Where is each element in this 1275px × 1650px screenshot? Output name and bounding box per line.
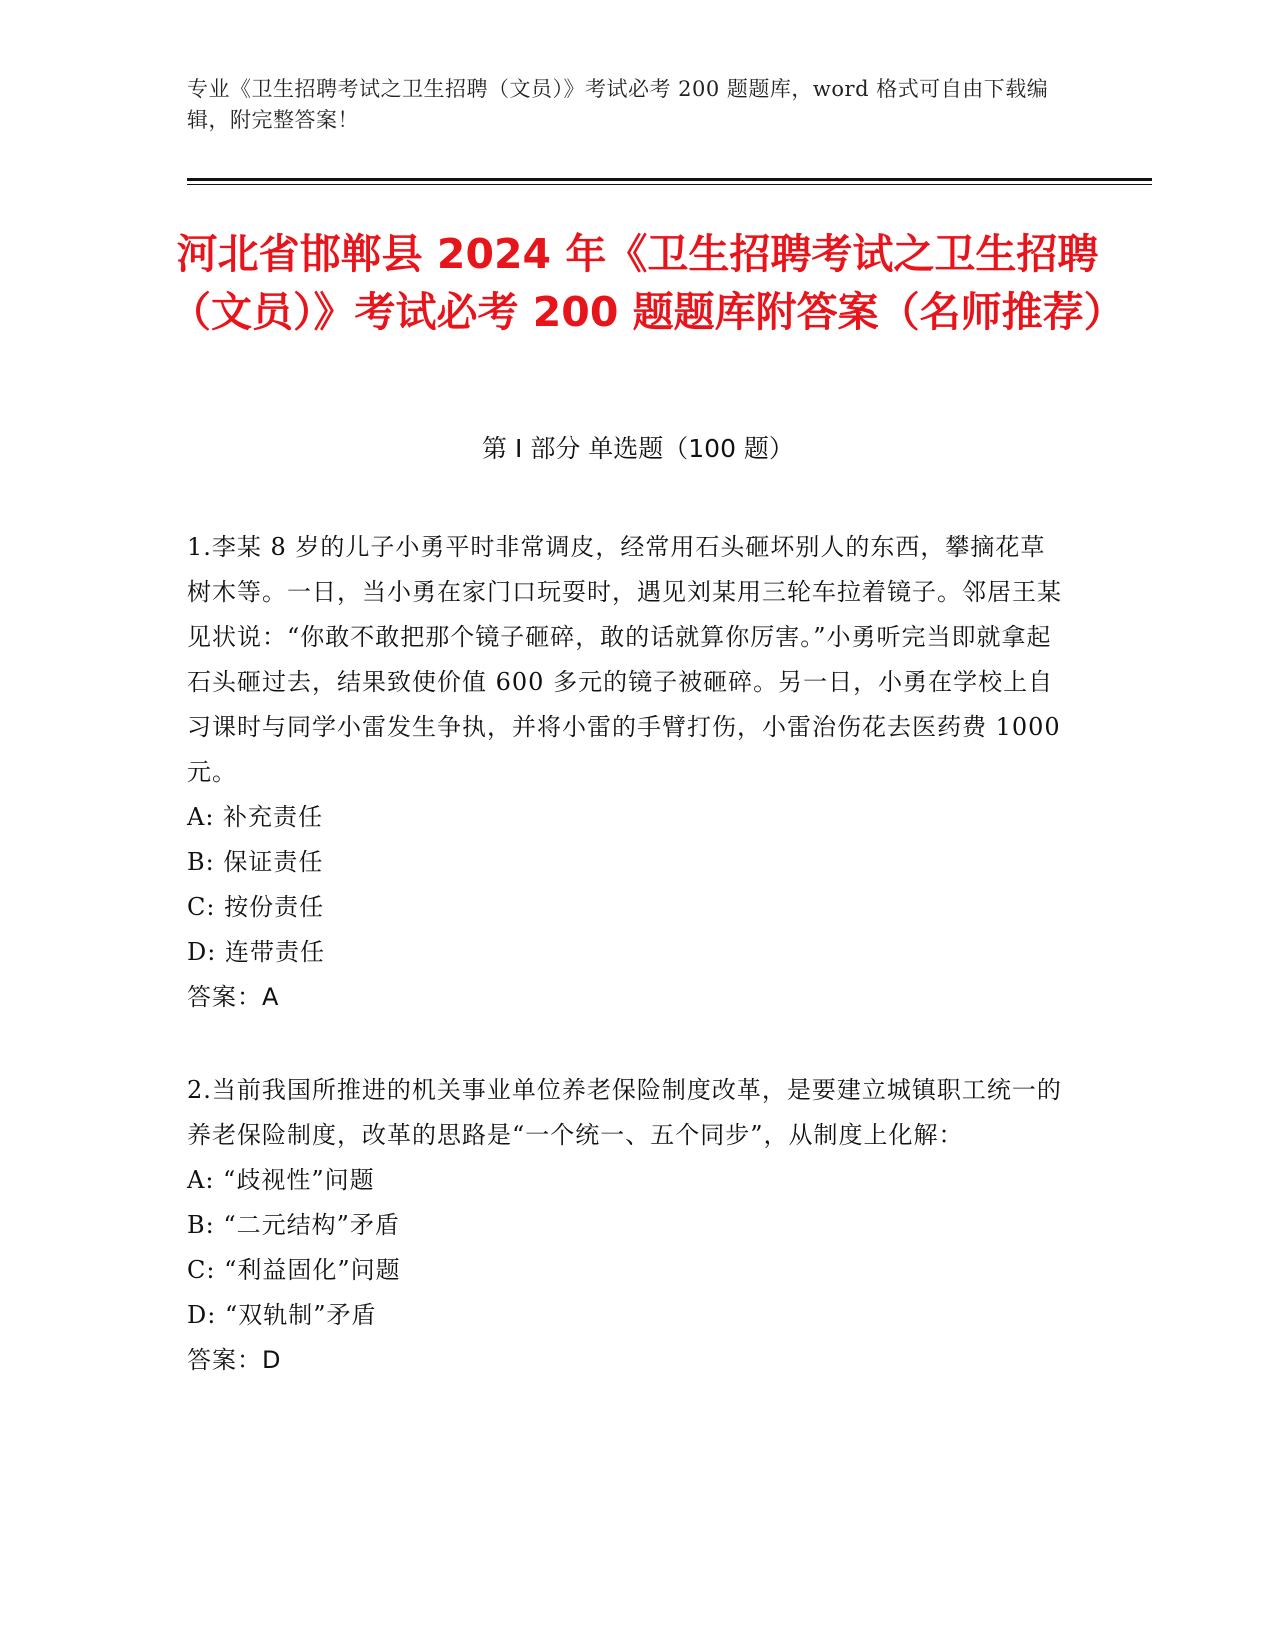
question-1 <box>187 525 1067 1020</box>
section-title: 第 I 部分 单选题（100 题） <box>482 434 794 463</box>
question-stem: 2.当前我国所推进的机关事业单位养老保险制度改革，是要建立城镇职工统一的养老保险制度，改革的思路是“一个统一、五个同步”，从制度上化解： <box>187 1076 1062 1149</box>
answer: 答案：D <box>187 1346 282 1374</box>
option-a: A: “歧视性”问题 <box>187 1166 375 1194</box>
option-b: B: 保证责任 <box>187 848 324 876</box>
option-a: A: 补充责任 <box>187 803 324 831</box>
question-2 <box>187 1068 1067 1383</box>
option-c: C: 按份责任 <box>187 893 325 921</box>
option-d: D: 连带责任 <box>187 938 325 966</box>
document-title: 河北省邯郸县 2024 年《卫生招聘考试之卫生招聘（文员）》考试必考 200 题题库附答案（名师推荐） <box>170 230 1125 336</box>
question-stem: 1.李某 8 岁的儿子小勇平时非常调皮，经常用石头砸坏别人的东西，攀摘花草树木等。一日，当小勇在家门口玩耍时，遇见刘某用三轮车拉着镜子。邻居王某见状说：“你敢不敢把那个镜子砸碎，敢的话就算你厉害。”小勇听完当即就拿起石头砸过去，结果致使价值 600 多元的镜子被砸碎。另一日，小勇在学校上自习课时与同学小雷发生争执，并将小雷的手臂打伤，小雷治伤花去医药费 1000 元。 <box>187 533 1062 786</box>
option-d: D: “双轨制”矛盾 <box>187 1301 377 1329</box>
header-divider-thin <box>187 184 1152 185</box>
header-divider-thick <box>187 178 1152 181</box>
option-c: C: “利益固化”问题 <box>187 1256 401 1284</box>
option-b: B: “二元结构”矛盾 <box>187 1211 400 1239</box>
answer: 答案：A <box>187 983 280 1011</box>
header-note: 专业《卫生招聘考试之卫生招聘（文员）》考试必考 200 题题库，word 格式可自由下载编辑，附完整答案！ <box>187 77 1049 132</box>
